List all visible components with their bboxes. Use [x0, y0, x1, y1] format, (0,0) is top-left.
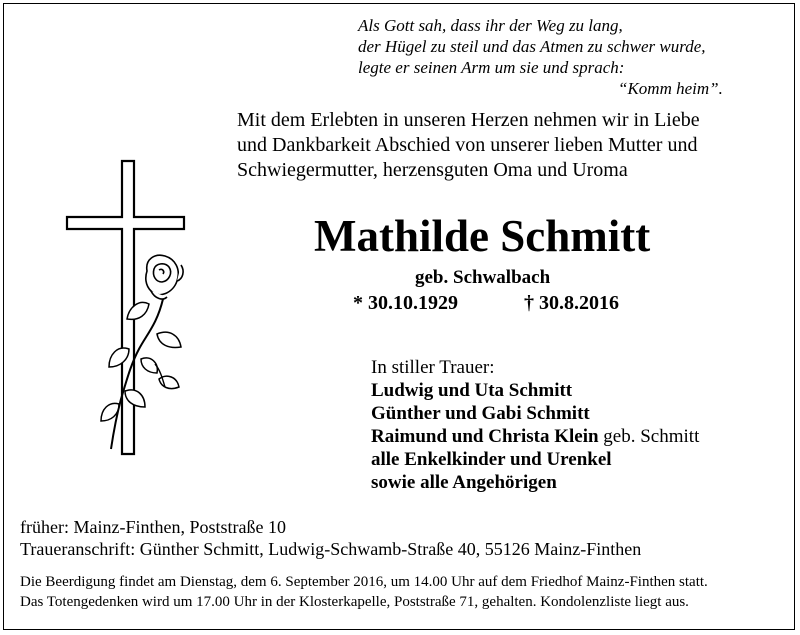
- mourner-line: [371, 425, 699, 448]
- mourner-name: Raimund und Christa Klein: [371, 426, 599, 447]
- poem-line: “Komm heim”.: [618, 79, 723, 98]
- obituary-notice: [3, 3, 795, 630]
- mourners-heading: In stiller Trauer:: [371, 357, 495, 378]
- former-address: früher: Mainz-Finthen, Poststraße 10: [20, 517, 286, 537]
- mourner-line: sowie alle Angehörigen: [371, 472, 557, 493]
- memorial-notice-line: Das Totengedenken wird um 17.00 Uhr in der Klosterkapelle, Poststraße 71, gehalten. Kondolenzliste liegt aus.: [20, 594, 689, 610]
- intro-line: und Dankbarkeit Abschied von unserer lieben Mutter und: [237, 134, 698, 156]
- poem-line: Als Gott sah, dass ihr der Weg zu lang,: [358, 16, 623, 35]
- maiden-name: geb. Schwalbach: [415, 267, 551, 288]
- cross-with-rose-icon: [59, 159, 199, 459]
- death-date: † 30.8.2016: [524, 292, 619, 314]
- intro-line: Schwiegermutter, herzensguten Oma und Uroma: [237, 159, 628, 181]
- intro-line: Mit dem Erlebten in unseren Herzen nehmen wir in Liebe: [237, 109, 700, 131]
- deceased-name: Mathilde Schmitt: [314, 211, 651, 261]
- birth-date: * 30.10.1929: [353, 292, 458, 314]
- mourner-line: alle Enkelkinder und Urenkel: [371, 449, 612, 470]
- poem-line: legte er seinen Arm um sie und sprach:: [358, 58, 625, 77]
- mourner-suffix: geb. Schmitt: [598, 426, 700, 447]
- poem-line: der Hügel zu steil und das Atmen zu schwer wurde,: [358, 37, 706, 56]
- mourning-address: Traueranschrift: Günther Schmitt, Ludwig-Schwamb-Straße 40, 55126 Mainz-Finthen: [20, 539, 642, 559]
- mourner-line: Günther und Gabi Schmitt: [371, 403, 590, 424]
- funeral-notice-line: Die Beerdigung findet am Dienstag, dem 6. September 2016, um 14.00 Uhr auf dem Friedhof Mainz-Finthen statt.: [20, 574, 708, 590]
- mourner-line: Ludwig und Uta Schmitt: [371, 380, 573, 401]
